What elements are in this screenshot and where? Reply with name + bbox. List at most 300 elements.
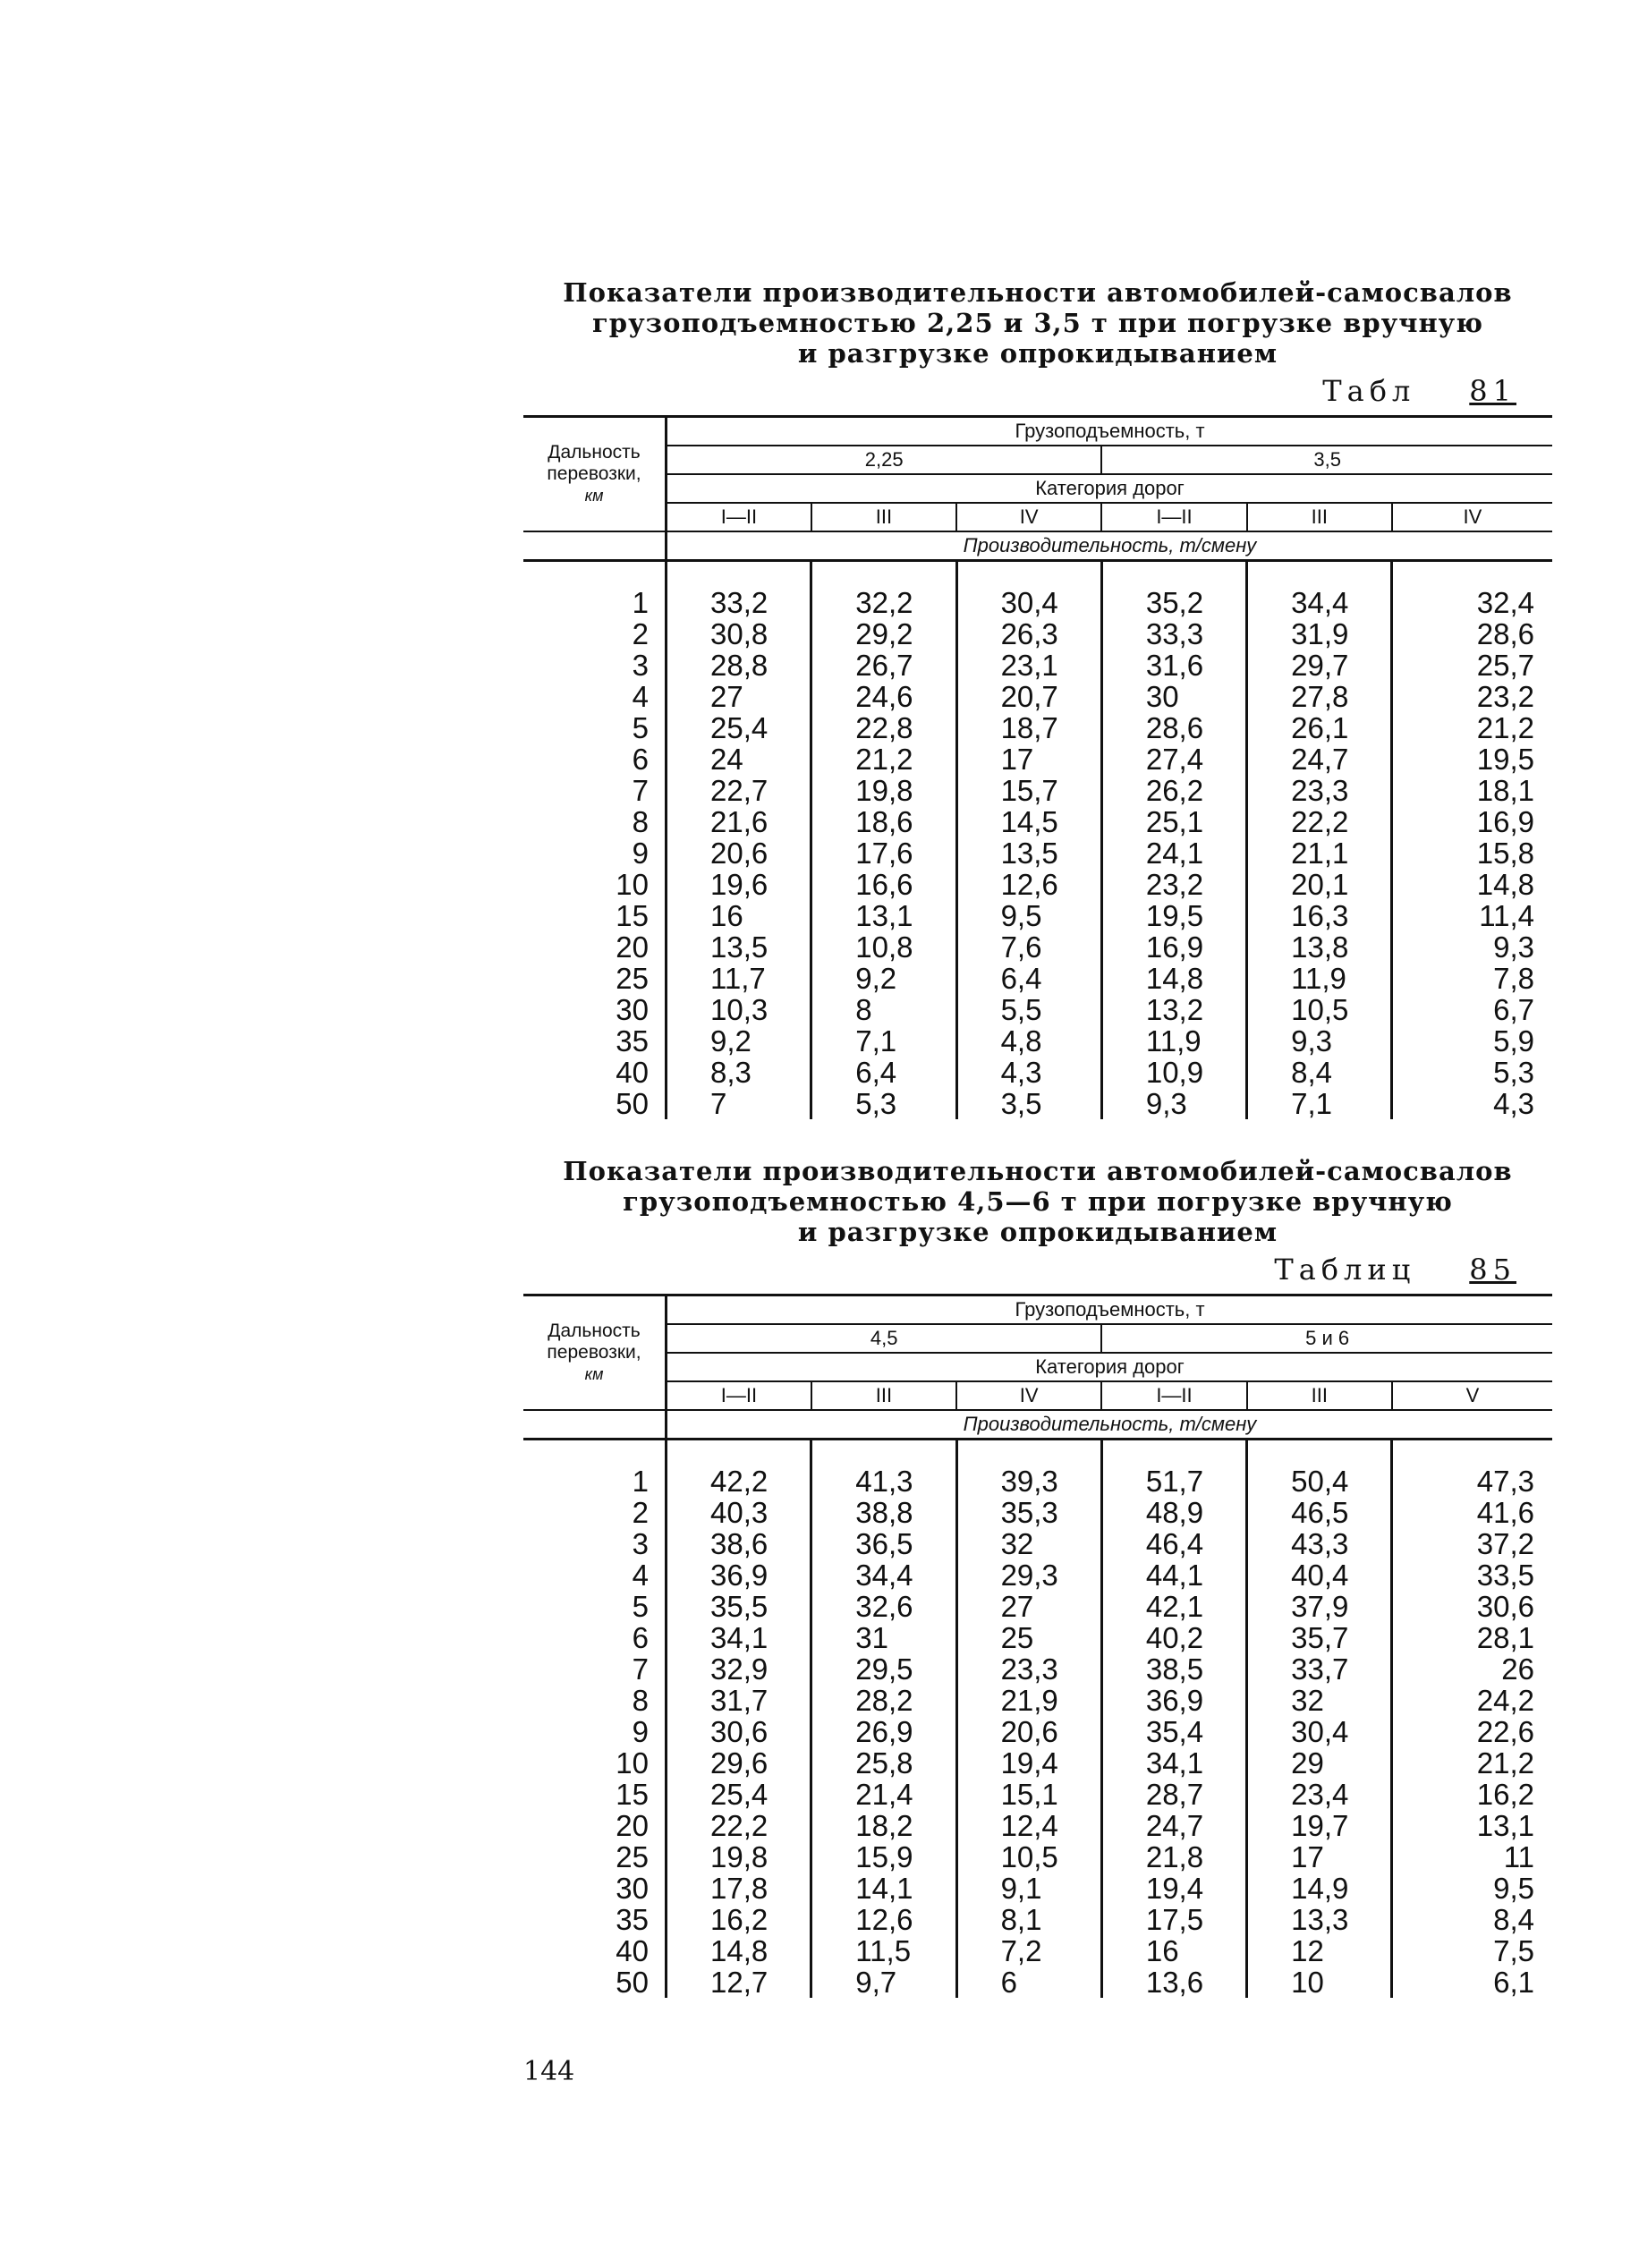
value-cell: 6,7 bbox=[1493, 993, 1534, 1026]
value-cell: 31,9 bbox=[1247, 618, 1392, 650]
value-cell: 20,6 bbox=[956, 1716, 1101, 1747]
value-cell: 9,7 bbox=[811, 1966, 956, 1998]
distance-cell: 4 bbox=[523, 681, 667, 712]
value-cell: 6,4 bbox=[811, 1057, 956, 1088]
row-header-line: перевозки, bbox=[547, 463, 641, 484]
value-cell: 38,8 bbox=[811, 1497, 956, 1528]
value-cell: 25,1 bbox=[1101, 806, 1246, 837]
row-header-line: Дальность bbox=[548, 442, 641, 463]
distance-cell: 8 bbox=[523, 1685, 667, 1716]
value-cell: 10,3 bbox=[667, 994, 811, 1025]
value-cell: 32,2 bbox=[811, 587, 956, 618]
value-cell: 11,5 bbox=[811, 1935, 956, 1966]
value-cell: 28,2 bbox=[811, 1685, 956, 1716]
table-1-caption-number: 81 bbox=[1469, 374, 1516, 408]
value-cell: 31,7 bbox=[667, 1685, 811, 1716]
value-cell: 24,6 bbox=[811, 681, 956, 712]
distance-cell: 50 bbox=[523, 1966, 667, 1998]
row-header-line: Дальность bbox=[548, 1321, 641, 1341]
value-cell: 39,3 bbox=[956, 1465, 1101, 1497]
value-cell: 18,2 bbox=[811, 1810, 956, 1841]
value-cell: 34,4 bbox=[811, 1559, 956, 1591]
value-cell: 26,9 bbox=[811, 1716, 956, 1747]
value-cell: 32,4 bbox=[1476, 586, 1534, 619]
table-row bbox=[523, 1873, 1552, 1904]
value-cell: 19,5 bbox=[1101, 900, 1246, 931]
value-cell: 13,3 bbox=[1247, 1904, 1392, 1935]
value-cell: 8,4 bbox=[1493, 1903, 1534, 1936]
row-header-unit: км bbox=[584, 1365, 604, 1383]
category-header: III bbox=[811, 1381, 956, 1410]
value-cell: 7,1 bbox=[1247, 1088, 1392, 1119]
table-row bbox=[523, 712, 1552, 743]
value-cell: 9,2 bbox=[667, 1025, 811, 1057]
value-cell: 9,3 bbox=[1247, 1025, 1392, 1057]
value-cell: 15,7 bbox=[956, 775, 1101, 806]
value-cell: 7,5 bbox=[1493, 1934, 1534, 1967]
table-1-title-line: и разгрузке опрокидыванием bbox=[797, 338, 1278, 369]
value-cell: 4,8 bbox=[956, 1025, 1101, 1057]
value-cell: 11,4 bbox=[1479, 899, 1534, 932]
value-cell: 8,1 bbox=[956, 1904, 1101, 1935]
value-cell: 13,1 bbox=[1476, 1809, 1534, 1842]
distance-cell: 35 bbox=[523, 1025, 667, 1057]
distance-cell: 3 bbox=[523, 650, 667, 681]
value-cell: 3,5 bbox=[956, 1088, 1101, 1119]
value-cell: 6,1 bbox=[1493, 1966, 1534, 1999]
table-1-title bbox=[523, 277, 1552, 369]
value-cell: 9,3 bbox=[1101, 1088, 1246, 1119]
value-cell: 20,6 bbox=[667, 837, 811, 869]
table-row bbox=[523, 650, 1552, 681]
value-cell: 28,6 bbox=[1101, 712, 1246, 743]
value-cell: 30 bbox=[1101, 681, 1246, 712]
table-row bbox=[523, 869, 1552, 900]
distance-cell: 40 bbox=[523, 1935, 667, 1966]
value-cell: 16 bbox=[1101, 1935, 1246, 1966]
value-cell: 35,5 bbox=[667, 1591, 811, 1622]
value-cell: 9,1 bbox=[956, 1873, 1101, 1904]
distance-cell: 50 bbox=[523, 1088, 667, 1119]
value-cell: 12,6 bbox=[811, 1904, 956, 1935]
value-cell: 21,6 bbox=[667, 806, 811, 837]
category-header: IV bbox=[956, 1381, 1101, 1410]
value-cell: 26,3 bbox=[956, 618, 1101, 650]
value-cell: 8 bbox=[811, 994, 956, 1025]
distance-cell: 2 bbox=[523, 618, 667, 650]
table-2-title-line: Показатели производительности автомобилей-самосвалов bbox=[563, 1156, 1513, 1186]
category-header: V bbox=[1392, 1381, 1552, 1410]
value-cell: 31 bbox=[811, 1622, 956, 1653]
value-cell: 31,6 bbox=[1101, 650, 1246, 681]
value-cell: 12 bbox=[1247, 1935, 1392, 1966]
value-cell: 20,7 bbox=[956, 681, 1101, 712]
value-cell: 17 bbox=[1247, 1841, 1392, 1873]
value-cell: 41,6 bbox=[1476, 1496, 1534, 1529]
table-2-caption-word: Таблиц bbox=[1274, 1253, 1416, 1287]
value-cell: 28,6 bbox=[1476, 617, 1534, 650]
value-cell: 11,9 bbox=[1247, 963, 1392, 994]
value-cell: 8,3 bbox=[667, 1057, 811, 1088]
value-cell: 26,1 bbox=[1247, 712, 1392, 743]
table-row bbox=[523, 1810, 1552, 1841]
value-cell: 17,5 bbox=[1101, 1904, 1246, 1935]
value-cell: 12,4 bbox=[956, 1810, 1101, 1841]
value-cell: 32 bbox=[1247, 1685, 1392, 1716]
value-cell: 32,6 bbox=[811, 1591, 956, 1622]
table-row bbox=[523, 1747, 1552, 1779]
value-cell: 12,7 bbox=[667, 1966, 811, 1998]
table-1-title-line: Показатели производительности автомобилей-самосвалов bbox=[563, 277, 1513, 308]
value-cell: 30,4 bbox=[956, 587, 1101, 618]
value-cell: 51,7 bbox=[1101, 1465, 1246, 1497]
value-cell: 40,3 bbox=[667, 1497, 811, 1528]
table-row bbox=[523, 1716, 1552, 1747]
row-header-unit: км bbox=[584, 487, 604, 505]
category-header: I—II bbox=[667, 503, 811, 531]
table-row bbox=[523, 1465, 1552, 1497]
value-cell: 24,7 bbox=[1101, 1810, 1246, 1841]
value-cell: 19,5 bbox=[1476, 743, 1534, 776]
value-cell: 21,4 bbox=[811, 1779, 956, 1810]
value-cell: 29,3 bbox=[956, 1559, 1101, 1591]
table-row bbox=[523, 743, 1552, 775]
value-cell: 13,5 bbox=[667, 931, 811, 963]
value-cell: 13,8 bbox=[1247, 931, 1392, 963]
value-cell: 23,3 bbox=[1247, 775, 1392, 806]
distance-cell: 7 bbox=[523, 1653, 667, 1685]
value-cell: 14,1 bbox=[811, 1873, 956, 1904]
value-cell: 10,8 bbox=[811, 931, 956, 963]
value-cell: 30,6 bbox=[1476, 1590, 1534, 1623]
value-cell: 23,2 bbox=[1476, 680, 1534, 713]
value-cell: 47,3 bbox=[1476, 1465, 1534, 1498]
capacity-value: 4,5 bbox=[667, 1324, 1102, 1353]
value-cell: 25 bbox=[956, 1622, 1101, 1653]
table-row bbox=[523, 1528, 1552, 1559]
category-header: IV bbox=[1392, 503, 1552, 531]
value-cell: 46,4 bbox=[1101, 1528, 1246, 1559]
table-2 bbox=[523, 1294, 1552, 1998]
value-cell: 36,5 bbox=[811, 1528, 956, 1559]
value-cell: 24,1 bbox=[1101, 837, 1246, 869]
table-row bbox=[523, 900, 1552, 931]
table-row bbox=[523, 1559, 1552, 1591]
table-2-title bbox=[523, 1156, 1552, 1247]
value-cell: 9,3 bbox=[1493, 930, 1534, 964]
value-cell: 22,2 bbox=[667, 1810, 811, 1841]
distance-cell: 40 bbox=[523, 1057, 667, 1088]
category-header: III bbox=[1247, 503, 1392, 531]
value-cell: 18,6 bbox=[811, 806, 956, 837]
value-cell: 25,4 bbox=[667, 712, 811, 743]
table-row bbox=[523, 681, 1552, 712]
distance-cell: 6 bbox=[523, 1622, 667, 1653]
value-cell: 16 bbox=[667, 900, 811, 931]
distance-cell: 1 bbox=[523, 587, 667, 618]
table-row bbox=[523, 1841, 1552, 1873]
value-cell: 26,7 bbox=[811, 650, 956, 681]
value-cell: 24,2 bbox=[1476, 1684, 1534, 1717]
table-1-title-line: грузоподъемностью 2,25 и 3,5 т при погрузке вручную bbox=[592, 308, 1483, 338]
distance-cell: 20 bbox=[523, 1810, 667, 1841]
value-cell: 34,1 bbox=[667, 1622, 811, 1653]
productivity-label: Производительность, т/смену bbox=[667, 1410, 1553, 1440]
table-row bbox=[523, 806, 1552, 837]
distance-cell: 9 bbox=[523, 837, 667, 869]
value-cell: 7,2 bbox=[956, 1935, 1101, 1966]
value-cell: 22,6 bbox=[1476, 1715, 1534, 1748]
value-cell: 41,3 bbox=[811, 1465, 956, 1497]
value-cell: 10,9 bbox=[1101, 1057, 1246, 1088]
value-cell: 7,1 bbox=[811, 1025, 956, 1057]
table-row bbox=[523, 1653, 1552, 1685]
value-cell: 34,1 bbox=[1101, 1747, 1246, 1779]
value-cell: 33,7 bbox=[1247, 1653, 1392, 1685]
value-cell: 16,9 bbox=[1101, 931, 1246, 963]
value-cell: 30,4 bbox=[1247, 1716, 1392, 1747]
value-cell: 16,9 bbox=[1476, 805, 1534, 838]
distance-cell: 15 bbox=[523, 900, 667, 931]
value-cell: 42,1 bbox=[1101, 1591, 1246, 1622]
distance-cell: 3 bbox=[523, 1528, 667, 1559]
value-cell: 19,6 bbox=[667, 869, 811, 900]
table-row bbox=[523, 1685, 1552, 1716]
category-header: III bbox=[811, 503, 956, 531]
value-cell: 16,2 bbox=[667, 1904, 811, 1935]
value-cell: 22,8 bbox=[811, 712, 956, 743]
value-cell: 38,6 bbox=[667, 1528, 811, 1559]
value-cell: 23,1 bbox=[956, 650, 1101, 681]
value-cell: 14,9 bbox=[1247, 1873, 1392, 1904]
value-cell: 26 bbox=[1501, 1652, 1534, 1686]
capacity-value: 3,5 bbox=[1101, 446, 1552, 474]
value-cell: 23,2 bbox=[1101, 869, 1246, 900]
value-cell: 36,9 bbox=[667, 1559, 811, 1591]
value-cell: 6 bbox=[956, 1966, 1101, 1998]
value-cell: 8,4 bbox=[1247, 1057, 1392, 1088]
row-header bbox=[523, 417, 667, 532]
value-cell: 21,8 bbox=[1101, 1841, 1246, 1873]
value-cell: 33,3 bbox=[1101, 618, 1246, 650]
value-cell: 9,2 bbox=[811, 963, 956, 994]
value-cell: 35,4 bbox=[1101, 1716, 1246, 1747]
distance-cell: 10 bbox=[523, 1747, 667, 1779]
table-2-block bbox=[523, 1156, 1552, 1998]
distance-cell: 6 bbox=[523, 743, 667, 775]
value-cell: 21,9 bbox=[956, 1685, 1101, 1716]
value-cell: 38,5 bbox=[1101, 1653, 1246, 1685]
table-2-body bbox=[523, 1440, 1552, 1999]
value-cell: 33,2 bbox=[667, 587, 811, 618]
value-cell: 30,6 bbox=[667, 1716, 811, 1747]
value-cell: 15,1 bbox=[956, 1779, 1101, 1810]
distance-cell: 7 bbox=[523, 775, 667, 806]
table-row bbox=[523, 931, 1552, 963]
distance-cell: 1 bbox=[523, 1465, 667, 1497]
value-cell: 13,2 bbox=[1101, 994, 1246, 1025]
distance-cell: 20 bbox=[523, 931, 667, 963]
value-cell: 11,7 bbox=[667, 963, 811, 994]
value-cell: 43,3 bbox=[1247, 1528, 1392, 1559]
value-cell: 21,2 bbox=[1476, 711, 1534, 744]
value-cell: 36,9 bbox=[1101, 1685, 1246, 1716]
value-cell: 16,6 bbox=[811, 869, 956, 900]
value-cell: 19,8 bbox=[667, 1841, 811, 1873]
value-cell: 19,8 bbox=[811, 775, 956, 806]
table-row bbox=[523, 1779, 1552, 1810]
value-cell: 25,7 bbox=[1476, 649, 1534, 682]
table-2-title-line: грузоподъемностью 4,5—6 т при погрузке вручную bbox=[623, 1186, 1453, 1217]
value-cell: 29 bbox=[1247, 1747, 1392, 1779]
table-row bbox=[523, 963, 1552, 994]
distance-cell: 2 bbox=[523, 1497, 667, 1528]
value-cell: 27 bbox=[956, 1591, 1101, 1622]
capacity-label: Грузоподъемность, т bbox=[667, 1295, 1553, 1325]
value-cell: 22,7 bbox=[667, 775, 811, 806]
value-cell: 16,3 bbox=[1247, 900, 1392, 931]
table-row bbox=[523, 775, 1552, 806]
value-cell: 37,2 bbox=[1476, 1527, 1534, 1560]
distance-cell: 30 bbox=[523, 994, 667, 1025]
value-cell: 27,4 bbox=[1101, 743, 1246, 775]
value-cell: 10 bbox=[1247, 1966, 1392, 1998]
value-cell: 13,5 bbox=[956, 837, 1101, 869]
value-cell: 46,5 bbox=[1247, 1497, 1392, 1528]
value-cell: 32 bbox=[956, 1528, 1101, 1559]
table-2-caption-number: 85 bbox=[1469, 1253, 1516, 1287]
value-cell: 21,1 bbox=[1247, 837, 1392, 869]
table-row bbox=[523, 1935, 1552, 1966]
value-cell: 40,4 bbox=[1247, 1559, 1392, 1591]
value-cell: 21,2 bbox=[811, 743, 956, 775]
value-cell: 13,6 bbox=[1101, 1966, 1246, 1998]
table-row bbox=[523, 1904, 1552, 1935]
table-row bbox=[523, 1025, 1552, 1057]
table-row bbox=[523, 587, 1552, 618]
table-1-caption bbox=[523, 374, 1552, 408]
value-cell: 16,2 bbox=[1476, 1778, 1534, 1811]
value-cell: 35,3 bbox=[956, 1497, 1101, 1528]
value-cell: 19,4 bbox=[1101, 1873, 1246, 1904]
productivity-label: Производительность, т/смену bbox=[667, 531, 1553, 561]
value-cell: 40,2 bbox=[1101, 1622, 1246, 1653]
value-cell: 10,5 bbox=[1247, 994, 1392, 1025]
value-cell: 4,3 bbox=[956, 1057, 1101, 1088]
table-1-block bbox=[523, 277, 1552, 1119]
value-cell: 19,4 bbox=[956, 1747, 1101, 1779]
row-header bbox=[523, 1295, 667, 1411]
value-cell: 42,2 bbox=[667, 1465, 811, 1497]
value-cell: 21,2 bbox=[1476, 1746, 1534, 1780]
distance-cell: 10 bbox=[523, 869, 667, 900]
value-cell: 7,8 bbox=[1493, 962, 1534, 995]
value-cell: 27 bbox=[667, 681, 811, 712]
value-cell: 14,5 bbox=[956, 806, 1101, 837]
value-cell: 14,8 bbox=[1101, 963, 1246, 994]
value-cell: 19,7 bbox=[1247, 1810, 1392, 1841]
distance-cell: 15 bbox=[523, 1779, 667, 1810]
table-2-title-line: и разгрузке опрокидыванием bbox=[797, 1217, 1278, 1247]
category-header: I—II bbox=[1101, 1381, 1246, 1410]
value-cell: 14,8 bbox=[1476, 868, 1534, 901]
value-cell: 7,6 bbox=[956, 931, 1101, 963]
table-row bbox=[523, 1966, 1552, 1998]
value-cell: 28,7 bbox=[1101, 1779, 1246, 1810]
value-cell: 17 bbox=[956, 743, 1101, 775]
value-cell: 26,2 bbox=[1101, 775, 1246, 806]
table-row bbox=[523, 1622, 1552, 1653]
capacity-value: 2,25 bbox=[667, 446, 1102, 474]
value-cell: 25,8 bbox=[811, 1747, 956, 1779]
value-cell: 44,1 bbox=[1101, 1559, 1246, 1591]
value-cell: 20,1 bbox=[1247, 869, 1392, 900]
value-cell: 6,4 bbox=[956, 963, 1101, 994]
value-cell: 48,9 bbox=[1101, 1497, 1246, 1528]
distance-cell: 35 bbox=[523, 1904, 667, 1935]
distance-cell: 25 bbox=[523, 1841, 667, 1873]
category-header: III bbox=[1247, 1381, 1392, 1410]
row-header-line: перевозки, bbox=[547, 1342, 641, 1363]
value-cell: 28,1 bbox=[1476, 1621, 1534, 1654]
value-cell: 24 bbox=[667, 743, 811, 775]
value-cell: 23,3 bbox=[956, 1653, 1101, 1685]
value-cell: 34,4 bbox=[1247, 587, 1392, 618]
value-cell: 12,6 bbox=[956, 869, 1101, 900]
category-header: IV bbox=[956, 503, 1101, 531]
value-cell: 11 bbox=[1503, 1840, 1534, 1873]
value-cell: 13,1 bbox=[811, 900, 956, 931]
value-cell: 15,9 bbox=[811, 1841, 956, 1873]
value-cell: 27,8 bbox=[1247, 681, 1392, 712]
distance-cell: 5 bbox=[523, 712, 667, 743]
capacity-value: 5 и 6 bbox=[1101, 1324, 1552, 1353]
value-cell: 17,8 bbox=[667, 1873, 811, 1904]
value-cell: 5,5 bbox=[956, 994, 1101, 1025]
table-1 bbox=[523, 415, 1552, 1119]
category-header: I—II bbox=[667, 1381, 811, 1410]
distance-cell: 25 bbox=[523, 963, 667, 994]
distance-cell: 5 bbox=[523, 1591, 667, 1622]
capacity-label: Грузоподъемность, т bbox=[667, 417, 1553, 446]
value-cell: 50,4 bbox=[1247, 1465, 1392, 1497]
value-cell: 4,3 bbox=[1493, 1087, 1534, 1120]
distance-cell: 9 bbox=[523, 1716, 667, 1747]
distance-cell: 8 bbox=[523, 806, 667, 837]
table-row bbox=[523, 1088, 1552, 1119]
value-cell: 37,9 bbox=[1247, 1591, 1392, 1622]
value-cell: 33,5 bbox=[1476, 1559, 1534, 1592]
category-header: I—II bbox=[1101, 503, 1246, 531]
value-cell: 29,7 bbox=[1247, 650, 1392, 681]
value-cell: 7 bbox=[667, 1088, 811, 1119]
page-number: 144 bbox=[523, 2056, 575, 2087]
value-cell: 5,3 bbox=[1493, 1056, 1534, 1089]
table-row bbox=[523, 1057, 1552, 1088]
table-2-caption bbox=[523, 1253, 1552, 1287]
value-cell: 9,5 bbox=[956, 900, 1101, 931]
value-cell: 24,7 bbox=[1247, 743, 1392, 775]
table-row bbox=[523, 994, 1552, 1025]
table-row bbox=[523, 1497, 1552, 1528]
value-cell: 30,8 bbox=[667, 618, 811, 650]
value-cell: 10,5 bbox=[956, 1841, 1101, 1873]
road-category-label: Категория дорог bbox=[667, 474, 1553, 503]
table-1-caption-word: Табл bbox=[1322, 374, 1416, 408]
table-1-body bbox=[523, 561, 1552, 1120]
table-row bbox=[523, 1591, 1552, 1622]
value-cell: 5,3 bbox=[811, 1088, 956, 1119]
